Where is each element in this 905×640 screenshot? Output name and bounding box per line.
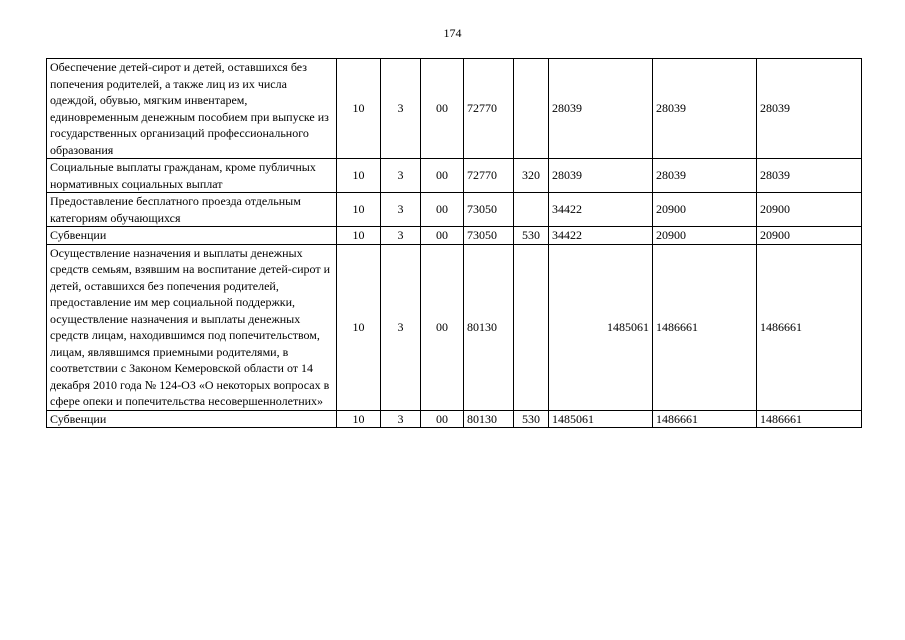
- amount-year-3: 1486661: [757, 244, 862, 410]
- table-row: [47, 193, 862, 227]
- subsection-code: 3: [381, 244, 421, 410]
- program-code: 00: [421, 193, 464, 227]
- amount-year-3: 28039: [757, 59, 862, 159]
- section-code: 10: [337, 244, 381, 410]
- section-code: 10: [337, 193, 381, 227]
- amount-year-1: 1485061: [549, 244, 653, 410]
- table-row: [47, 159, 862, 193]
- article-code: 80130: [464, 410, 514, 428]
- amount-year-1: 34422: [549, 193, 653, 227]
- row-description: Предоставление бесплатного проезда отдельным категориям обучающихся: [47, 193, 337, 227]
- expense-type-code: 530: [514, 227, 549, 245]
- section-code: 10: [337, 59, 381, 159]
- program-code: 00: [421, 227, 464, 245]
- expense-type-code: 530: [514, 410, 549, 428]
- amount-year-1: 34422: [549, 227, 653, 245]
- section-code: 10: [337, 227, 381, 245]
- subsection-code: 3: [381, 227, 421, 245]
- row-description: Обеспечение детей-сирот и детей, оставшихся без попечения родителей, а также лиц из их числа одеждой, обувью, мягким инвентарем, единовременным денежным пособием при выпуске из государственных организаций профессионального образования: [47, 59, 337, 159]
- amount-year-2: 1486661: [653, 410, 757, 428]
- amount-year-2: 20900: [653, 227, 757, 245]
- expense-type-code: 320: [514, 159, 549, 193]
- row-description: Субвенции: [47, 227, 337, 245]
- amount-year-2: 20900: [653, 193, 757, 227]
- amount-year-3: 28039: [757, 159, 862, 193]
- row-description: Осуществление назначения и выплаты денежных средств семьям, взявшим на воспитание детей-сирот и детей, оставшихся без попечения родителей, предоставление им мер социальной поддержки, осуществление назначения и выплаты денежных средств лицам, находившимся под попечительством, лицам, являвшимся приемными родителями, в соответствии с Законом Кемеровской области от 14 декабря 2010 года № 124-ОЗ «О некоторых вопросах в сфере опеки и попечительства несовершеннолетних»: [47, 244, 337, 410]
- subsection-code: 3: [381, 159, 421, 193]
- amount-year-1: 28039: [549, 159, 653, 193]
- page-number: 174: [443, 26, 462, 40]
- amount-year-2: 28039: [653, 159, 757, 193]
- expense-type-code: [514, 244, 549, 410]
- amount-year-1: 28039: [549, 59, 653, 159]
- table-row: [47, 59, 862, 159]
- budget-table: [46, 58, 862, 428]
- subsection-code: 3: [381, 410, 421, 428]
- program-code: 00: [421, 159, 464, 193]
- amount-year-3: 20900: [757, 193, 862, 227]
- expense-type-code: [514, 59, 549, 159]
- row-description: Социальные выплаты гражданам, кроме публичных нормативных социальных выплат: [47, 159, 337, 193]
- table-row: [47, 410, 862, 428]
- article-code: 73050: [464, 193, 514, 227]
- article-code: 73050: [464, 227, 514, 245]
- row-description: Субвенции: [47, 410, 337, 428]
- table-row: [47, 227, 862, 245]
- amount-year-3: 20900: [757, 227, 862, 245]
- section-code: 10: [337, 159, 381, 193]
- article-code: 72770: [464, 59, 514, 159]
- expense-type-code: [514, 193, 549, 227]
- subsection-code: 3: [381, 59, 421, 159]
- article-code: 80130: [464, 244, 514, 410]
- table-row: [47, 244, 862, 410]
- subsection-code: 3: [381, 193, 421, 227]
- amount-year-1: 1485061: [549, 410, 653, 428]
- program-code: 00: [421, 59, 464, 159]
- article-code: 72770: [464, 159, 514, 193]
- amount-year-3: 1486661: [757, 410, 862, 428]
- amount-year-2: 28039: [653, 59, 757, 159]
- amount-year-2: 1486661: [653, 244, 757, 410]
- section-code: 10: [337, 410, 381, 428]
- program-code: 00: [421, 410, 464, 428]
- program-code: 00: [421, 244, 464, 410]
